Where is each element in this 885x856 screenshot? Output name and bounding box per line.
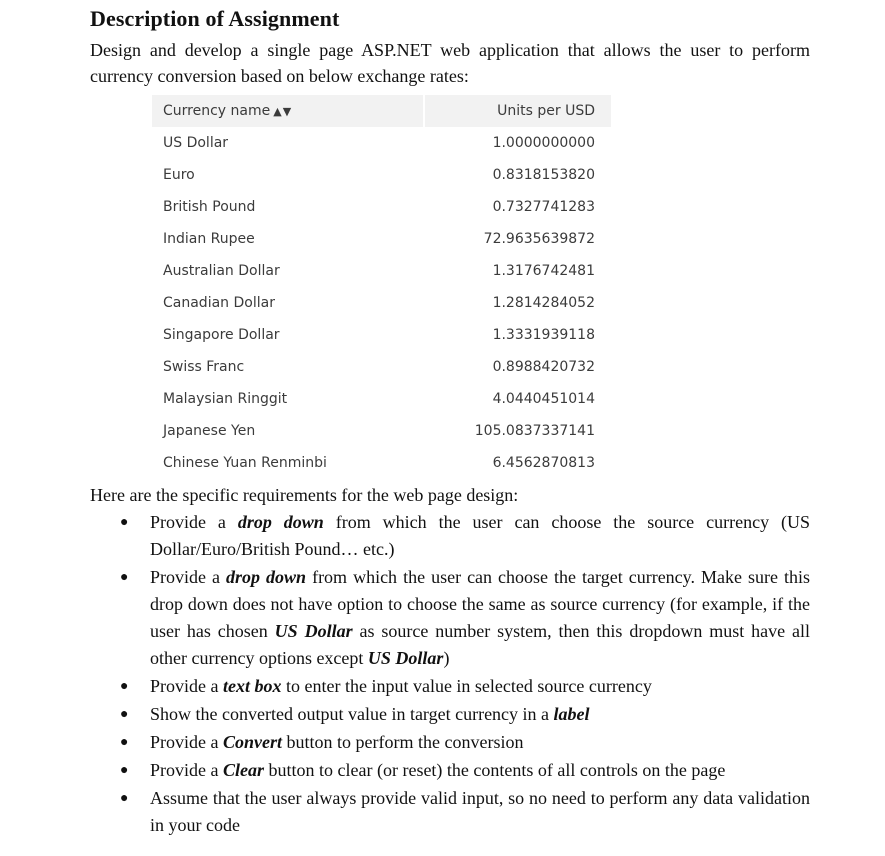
currency-name-cell: Canadian Dollar bbox=[163, 295, 275, 311]
bullet-icon: ● bbox=[120, 735, 129, 750]
table-row bbox=[152, 287, 611, 319]
requirements-intro: Here are the specific requirements for the web page design: bbox=[90, 485, 519, 505]
table-row bbox=[152, 255, 611, 287]
table-header bbox=[152, 95, 611, 127]
requirement-keyword: US Dollar bbox=[367, 648, 444, 668]
requirement-text: from which the user can choose the target currency. Make sure this drop down does not have option to choose the same as source currency (for example, if the user has chosen bbox=[150, 567, 811, 641]
bullet-icon: ● bbox=[120, 679, 129, 694]
bullet-icon: ● bbox=[120, 791, 129, 806]
table-body bbox=[152, 127, 611, 479]
table-row bbox=[152, 351, 611, 383]
requirement-keyword: Clear bbox=[222, 760, 264, 780]
table-row bbox=[152, 191, 611, 223]
requirement-item bbox=[90, 729, 810, 756]
bullet-icon: ● bbox=[120, 763, 129, 778]
units-per-usd-cell: 0.8318153820 bbox=[492, 167, 595, 183]
units-per-usd-cell: 72.9635639872 bbox=[483, 231, 595, 247]
requirements-list bbox=[90, 509, 810, 840]
currency-name-cell: Japanese Yen bbox=[163, 423, 256, 439]
table-row bbox=[152, 159, 611, 191]
requirement-item bbox=[90, 701, 810, 728]
requirement-keyword: drop down bbox=[226, 567, 307, 587]
requirement-text: Provide a bbox=[150, 732, 223, 752]
requirement-item bbox=[90, 564, 810, 672]
bullet-icon: ● bbox=[120, 570, 129, 585]
requirement-keyword: Convert bbox=[222, 732, 282, 752]
requirement-text: Provide a bbox=[150, 512, 238, 532]
requirement-keyword: label bbox=[553, 704, 590, 724]
requirement-text: button to perform the conversion bbox=[282, 732, 524, 752]
requirement-text: button to clear (or reset) the contents of all controls on the page bbox=[264, 760, 726, 780]
units-per-usd-cell: 105.0837337141 bbox=[474, 423, 595, 439]
column-header-label: Currency name bbox=[163, 103, 271, 119]
currency-name-cell: Singapore Dollar bbox=[163, 327, 280, 343]
intro-paragraph: Design and develop a single page ASP.NET web application that allows the user to perform currency conversion based on below exchange rates: bbox=[90, 40, 810, 86]
currency-name-cell: Australian Dollar bbox=[163, 263, 280, 279]
requirement-text: Show the converted output value in target currency in a bbox=[150, 704, 554, 724]
units-per-usd-cell: 1.0000000000 bbox=[492, 135, 595, 151]
requirement-text: as source number system, then this dropdown must have all other currency options except bbox=[150, 621, 811, 668]
column-header-units-per-usd: Units per USD bbox=[425, 95, 611, 127]
table-row bbox=[152, 415, 611, 447]
requirement-text: Provide a bbox=[150, 567, 227, 587]
exchange-rate-table bbox=[152, 95, 611, 479]
requirement-text: Assume that the user always provide valid input, so no need to perform any data validation in your code bbox=[150, 788, 810, 835]
requirement-text: ) bbox=[443, 648, 450, 668]
units-per-usd-cell: 1.2814284052 bbox=[492, 295, 595, 311]
table-row bbox=[152, 383, 611, 415]
units-per-usd-cell: 4.0440451014 bbox=[492, 391, 595, 407]
requirement-item bbox=[90, 785, 810, 839]
units-per-usd-cell: 0.7327741283 bbox=[492, 199, 595, 215]
requirement-keyword: drop down bbox=[237, 512, 324, 532]
table-row bbox=[152, 127, 611, 159]
units-per-usd-cell: 1.3176742481 bbox=[492, 263, 595, 279]
currency-name-cell: US Dollar bbox=[163, 135, 229, 151]
table-row bbox=[152, 447, 611, 479]
units-per-usd-cell: 1.3331939118 bbox=[492, 327, 595, 343]
requirement-text: Provide a bbox=[150, 676, 223, 696]
table-row bbox=[152, 319, 611, 351]
column-header-currency-name[interactable] bbox=[152, 95, 423, 127]
requirement-text: to enter the input value in selected source currency bbox=[281, 676, 652, 696]
bullet-icon: ● bbox=[120, 707, 129, 722]
requirement-keyword: text box bbox=[222, 676, 282, 696]
bullet-icon: ● bbox=[120, 515, 129, 530]
requirement-text: from which the user can choose the source currency (US Dollar/Euro/British Pound… etc.) bbox=[150, 512, 811, 559]
currency-name-cell: Swiss Franc bbox=[163, 359, 245, 375]
requirement-keyword: US Dollar bbox=[274, 621, 353, 641]
requirement-item bbox=[90, 509, 810, 563]
currency-name-cell: Euro bbox=[163, 167, 195, 183]
requirement-item bbox=[90, 673, 810, 700]
page-title: Description of Assignment bbox=[90, 6, 340, 31]
sort-icon[interactable]: ▲▼ bbox=[273, 104, 293, 118]
currency-name-cell: British Pound bbox=[163, 199, 256, 215]
currency-name-cell: Chinese Yuan Renminbi bbox=[163, 455, 327, 471]
currency-name-cell: Indian Rupee bbox=[163, 231, 255, 247]
requirement-item bbox=[90, 757, 810, 784]
requirement-text: Provide a bbox=[150, 760, 223, 780]
units-per-usd-cell: 0.8988420732 bbox=[492, 359, 595, 375]
currency-name-cell: Malaysian Ringgit bbox=[163, 391, 288, 407]
units-per-usd-cell: 6.4562870813 bbox=[492, 455, 595, 471]
table-row bbox=[152, 223, 611, 255]
